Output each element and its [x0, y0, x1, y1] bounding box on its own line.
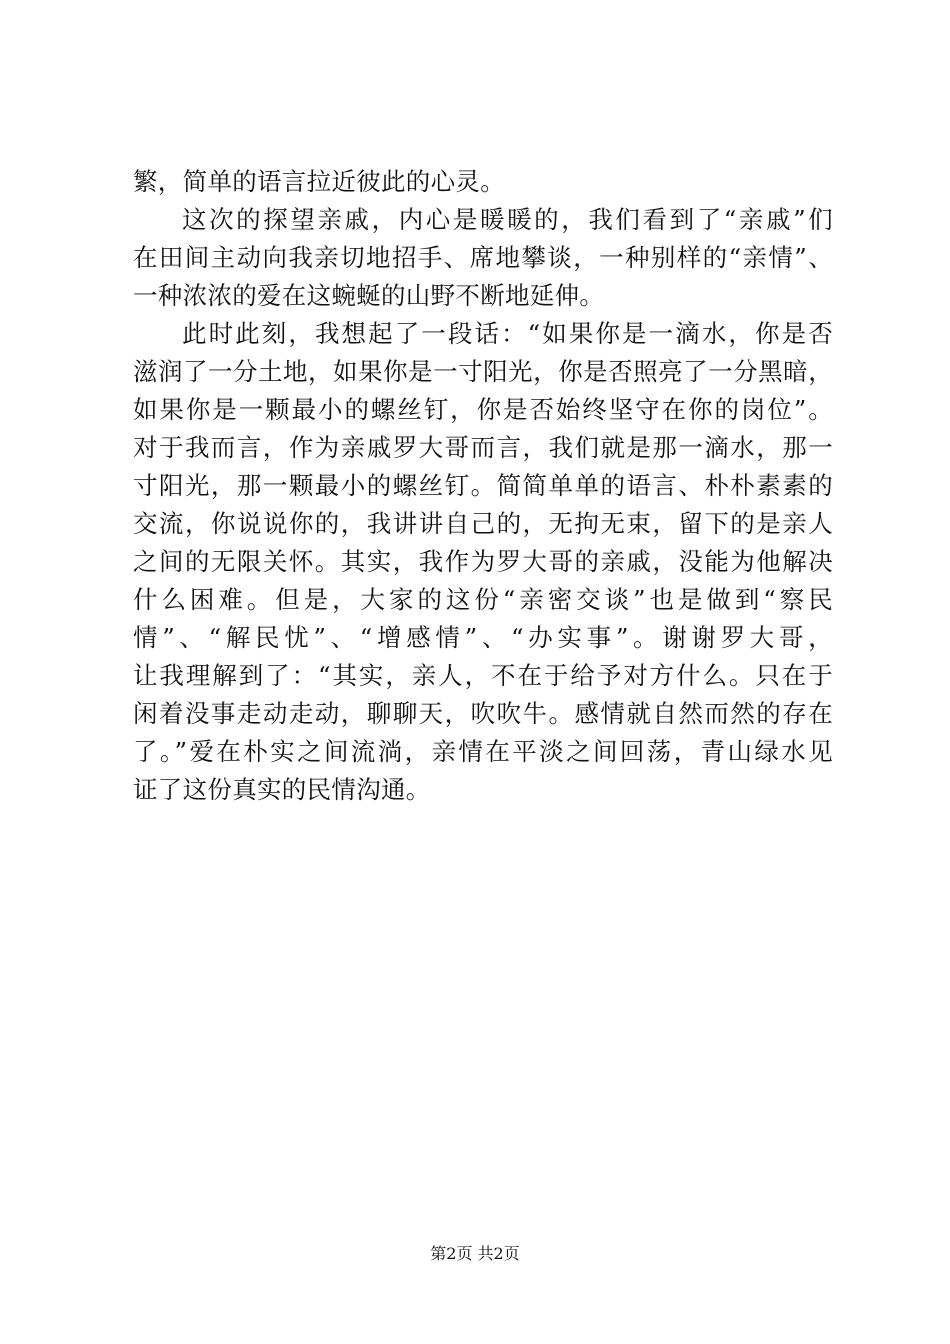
text-line: 什么困难。但是，大家的这份“亲密交谈”也是做到“察民	[133, 585, 833, 614]
text-line: 让我理解到了：“其实，亲人，不在于给予对方什么。只在于	[133, 661, 833, 690]
text-line: 寸阳光，那一颗最小的螺丝钉。简简单单的语言、朴朴素素的	[133, 471, 833, 500]
page-number-footer: 第2页 共2页	[430, 1244, 520, 1263]
text-line: 滋润了一分土地，如果你是一寸阳光，你是否照亮了一分黑暗，	[133, 357, 833, 386]
document-body	[133, 163, 833, 809]
text-line: 证了这份真实的民情沟通。	[133, 775, 431, 804]
text-line: 这次的探望亲戚，内心是暖暖的，我们看到了“亲戚”们	[182, 205, 833, 234]
text-line: 之间的无限关怀。其实，我作为罗大哥的亲戚，没能为他解决	[133, 547, 833, 576]
text-line: 交流，你说说你的，我讲讲自己的，无拘无束，留下的是亲人	[133, 509, 833, 538]
text-line: 情”、“解民忧”、“增感情”、“办实事”。谢谢罗大哥，	[133, 623, 833, 652]
text-line: 在田间主动向我亲切地招手、席地攀谈，一种别样的“亲情”、	[133, 243, 833, 272]
text-line: 对于我而言，作为亲戚罗大哥而言，我们就是那一滴水，那一	[133, 433, 833, 462]
text-line: 繁，简单的语言拉近彼此的心灵。	[133, 167, 505, 196]
text-line: 了。”爱在朴实之间流淌，亲情在平淡之间回荡，青山绿水见	[133, 737, 833, 766]
text-line: 如果你是一颗最小的螺丝钉，你是否始终坚守在你的岗位”。	[133, 395, 833, 424]
text-line: 此时此刻，我想起了一段话：“如果你是一滴水，你是否	[182, 319, 833, 348]
text-line: 闲着没事走动走动，聊聊天，吹吹牛。感情就自然而然的存在	[133, 699, 833, 728]
text-line: 一种浓浓的爱在这蜿蜒的山野不断地延伸。	[133, 281, 605, 310]
